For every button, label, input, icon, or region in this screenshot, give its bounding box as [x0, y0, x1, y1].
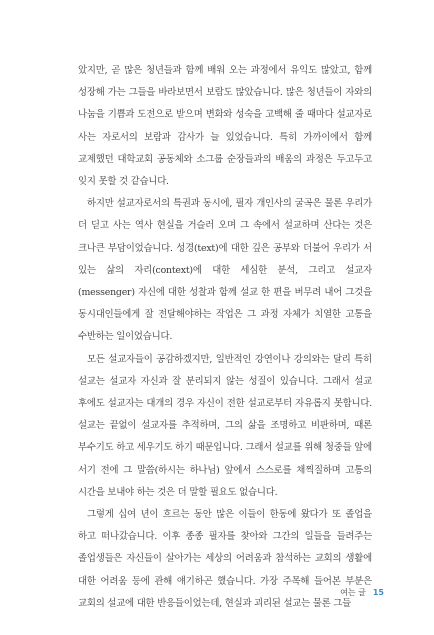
paragraph-2: [78, 193, 372, 348]
page-number: 15: [372, 588, 384, 597]
paragraph-3-text: 모든 설교자들이 공감하겠지만, 일반적인 강연이나 강의와는 달리 특히 설교는 설교자 자신과 잘 분리되지 않는 성질이 있습니다. 그래서 설교 후에도 설교자는 대개의 경우 자신이 전한 설교로부터 자유롭지 못합니다. 설교는 끝없이 설교자를 추적하며, 그의 삶을 조명하고 비판하며, 때론 부수기도 하고 세우기도 하기 때문입니다. 그래서 설교를 위해 청중들 앞에 서기 전에 그 말씀(하시는 하나님) 앞에서 스스로를 채찍질하며 고통의 시간을 보내야 하는 것은 더 말할 필요도 없습니다.: [78, 353, 372, 498]
paragraph-2-text: 하지만 설교자로서의 특권과 동시에, 필자 개인사의 굴곡은 물론 우리가 더 딛고 사는 역사 현실을 거슬러 오며 그 속에서 설교하며 산다는 것은 크나큰 부담이었습니다. 성경(text)에 대한 깊은 공부와 더불어 우리가 서 있는 삶의 자리(context)에 대한 세심한 분석, 그리고 설교자(messenger) 자신에 대한 성찰과 함께 설교 한 편을 버무려 내어 그것을 동시대인들에게 잘 전달해야하는 작업은 그 과정 자체가 치열한 고통을 수반하는 일이었습니다.: [78, 198, 372, 343]
paragraph-1: [78, 60, 372, 193]
section-label: 여는 글: [340, 588, 366, 597]
page-body: [78, 60, 372, 615]
paragraph-3: [78, 349, 372, 504]
paragraph-1-text: 았지만, 곧 많은 청년들과 함께 배워 오는 과정에서 유익도 많았고, 함께 성장해 가는 그들을 바라보면서 보람도 많았습니다. 많은 청년들이 자와의 나눔을 기쁨과 도전으로 받으며 변화와 성숙을 고백해 줄 때마다 설교자로 사는 자로서의 보람과 감사가 늘 있었습니다. 특히 가까이에서 함께 교제했던 대학교회 공동체와 소그룹 순장들과의 배움의 과정은 두고두고 잊지 못할 것 같습니다.: [78, 65, 372, 188]
paragraph-4: [78, 504, 372, 615]
paragraph-4-text: 그렇게 십여 년이 흐르는 동안 많은 이들이 한동에 왔다가 또 졸업을 하고 떠나갔습니다. 이후 종종 필자를 찾아와 그간의 일들을 들려주는 졸업생들은 자신들이 살아가는 세상의 어려움과 참석하는 교회의 생활에 대한 어려움 등에 관해 얘기하곤 했습니다. 가장 주목해 들어본 부분은 교회의 설교에 대한 반응들이었는데, 현실과 괴리된 설교는 물론 그들: [78, 509, 372, 609]
page-footer: [340, 587, 384, 598]
